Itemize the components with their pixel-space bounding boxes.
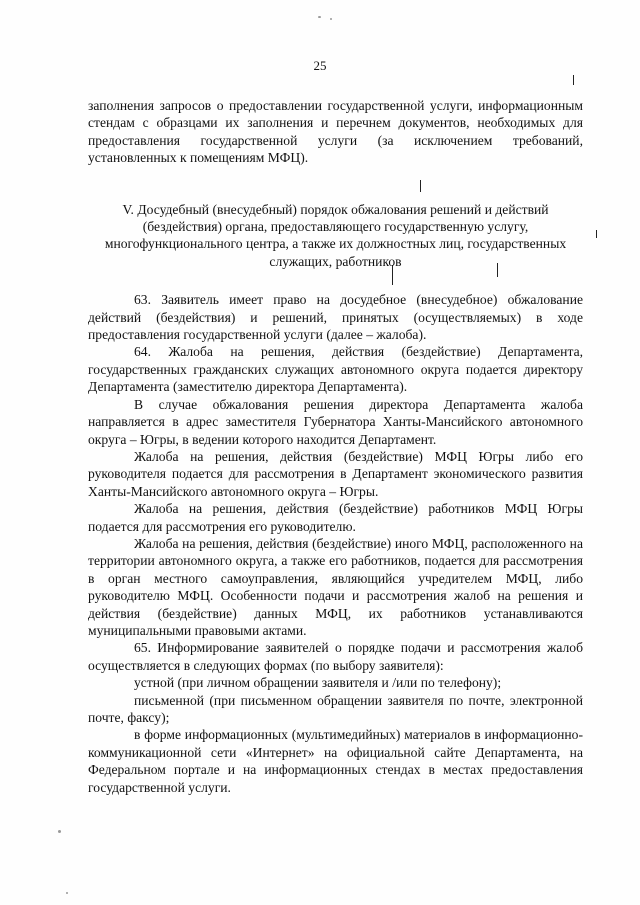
list-item-multimedia: в форме информационных (мультимедийных) материалов в информационно-коммуникационной сети «Интернет» на официальной сайте Департамента, на Федеральном портале и на информационных стендах в местах предоставления государственной услуги. bbox=[88, 727, 583, 795]
page-number: 25 bbox=[313, 58, 327, 73]
paragraph: Жалоба на решения, действия (бездействие) МФЦ Югры либо его руководителя подается для рассмотрения в Департамент экономического развития Ханты-Мансийского автономного округа – Югры. bbox=[88, 448, 583, 499]
scan-speck bbox=[66, 892, 68, 894]
section-heading: V. Досудебный (внесудебный) порядок обжалования решений и действий (бездействия) органа, предоставляющего государственную услугу, многофункционального центра, а также их должностных лиц, государственных служащих, работников bbox=[104, 201, 567, 269]
paragraph: В случае обжалования решения директора Департамента жалоба направляется в адрес заместителя Губернатора Ханты-Мансийского автономного округа – Югры, в ведении которого находится Департамент. bbox=[88, 396, 583, 447]
document-body bbox=[88, 97, 583, 796]
paragraph-65: 65. Информирование заявителей о порядке подачи и рассмотрения жалоб осуществляется в следующих формах (по выбору заявителя): bbox=[88, 640, 583, 673]
scan-mark bbox=[573, 75, 574, 85]
paragraph-63: 63. Заявитель имеет право на досудебное (внесудебное) обжалование действий (бездействия) и решений, принятых (осуществляемых) в ходе предоставления государственной услуги (далее – жалоба). bbox=[88, 292, 583, 343]
scan-mark bbox=[596, 230, 597, 238]
list-item-oral: устной (при личном обращении заявителя и /или по телефону); bbox=[134, 675, 502, 691]
paragraph: Жалоба на решения, действия (бездействие) иного МФЦ, расположенного на территории автономного округа, а также его работников, подается для рассмотрения в орган местного самоуправления, являющийся учредителем МФЦ, либо руководителю МФЦ. Особенности подачи и рассмотрения жалоб на решения и действия (бездействие) данных МФЦ, их работников устанавливаются муниципальными правовыми актами. bbox=[88, 535, 583, 638]
scan-speck bbox=[330, 18, 332, 20]
paragraph: Жалоба на решения, действия (бездействие) работников МФЦ Югры подается для рассмотрения его руководителю. bbox=[88, 501, 583, 534]
paragraph-64: 64. Жалоба на решения, действия (бездействие) Департамента, государственных гражданских служащих автономного округа подается директору Департамента (заместителю директора Департамента). bbox=[88, 344, 583, 395]
scan-speck bbox=[58, 830, 61, 833]
list-item-written: письменной (при письменном обращении заявителя по почте, электронной почте, факсу); bbox=[88, 692, 583, 725]
scan-speck bbox=[318, 16, 321, 18]
paragraph-continuation: заполнения запросов о предоставлении государственной услуги, информационным стендам с образцами их заполнения и перечнем документов, необходимых для предоставления государственной услуги (за исключением требований, установленных к помещениям МФЦ). bbox=[88, 98, 583, 166]
